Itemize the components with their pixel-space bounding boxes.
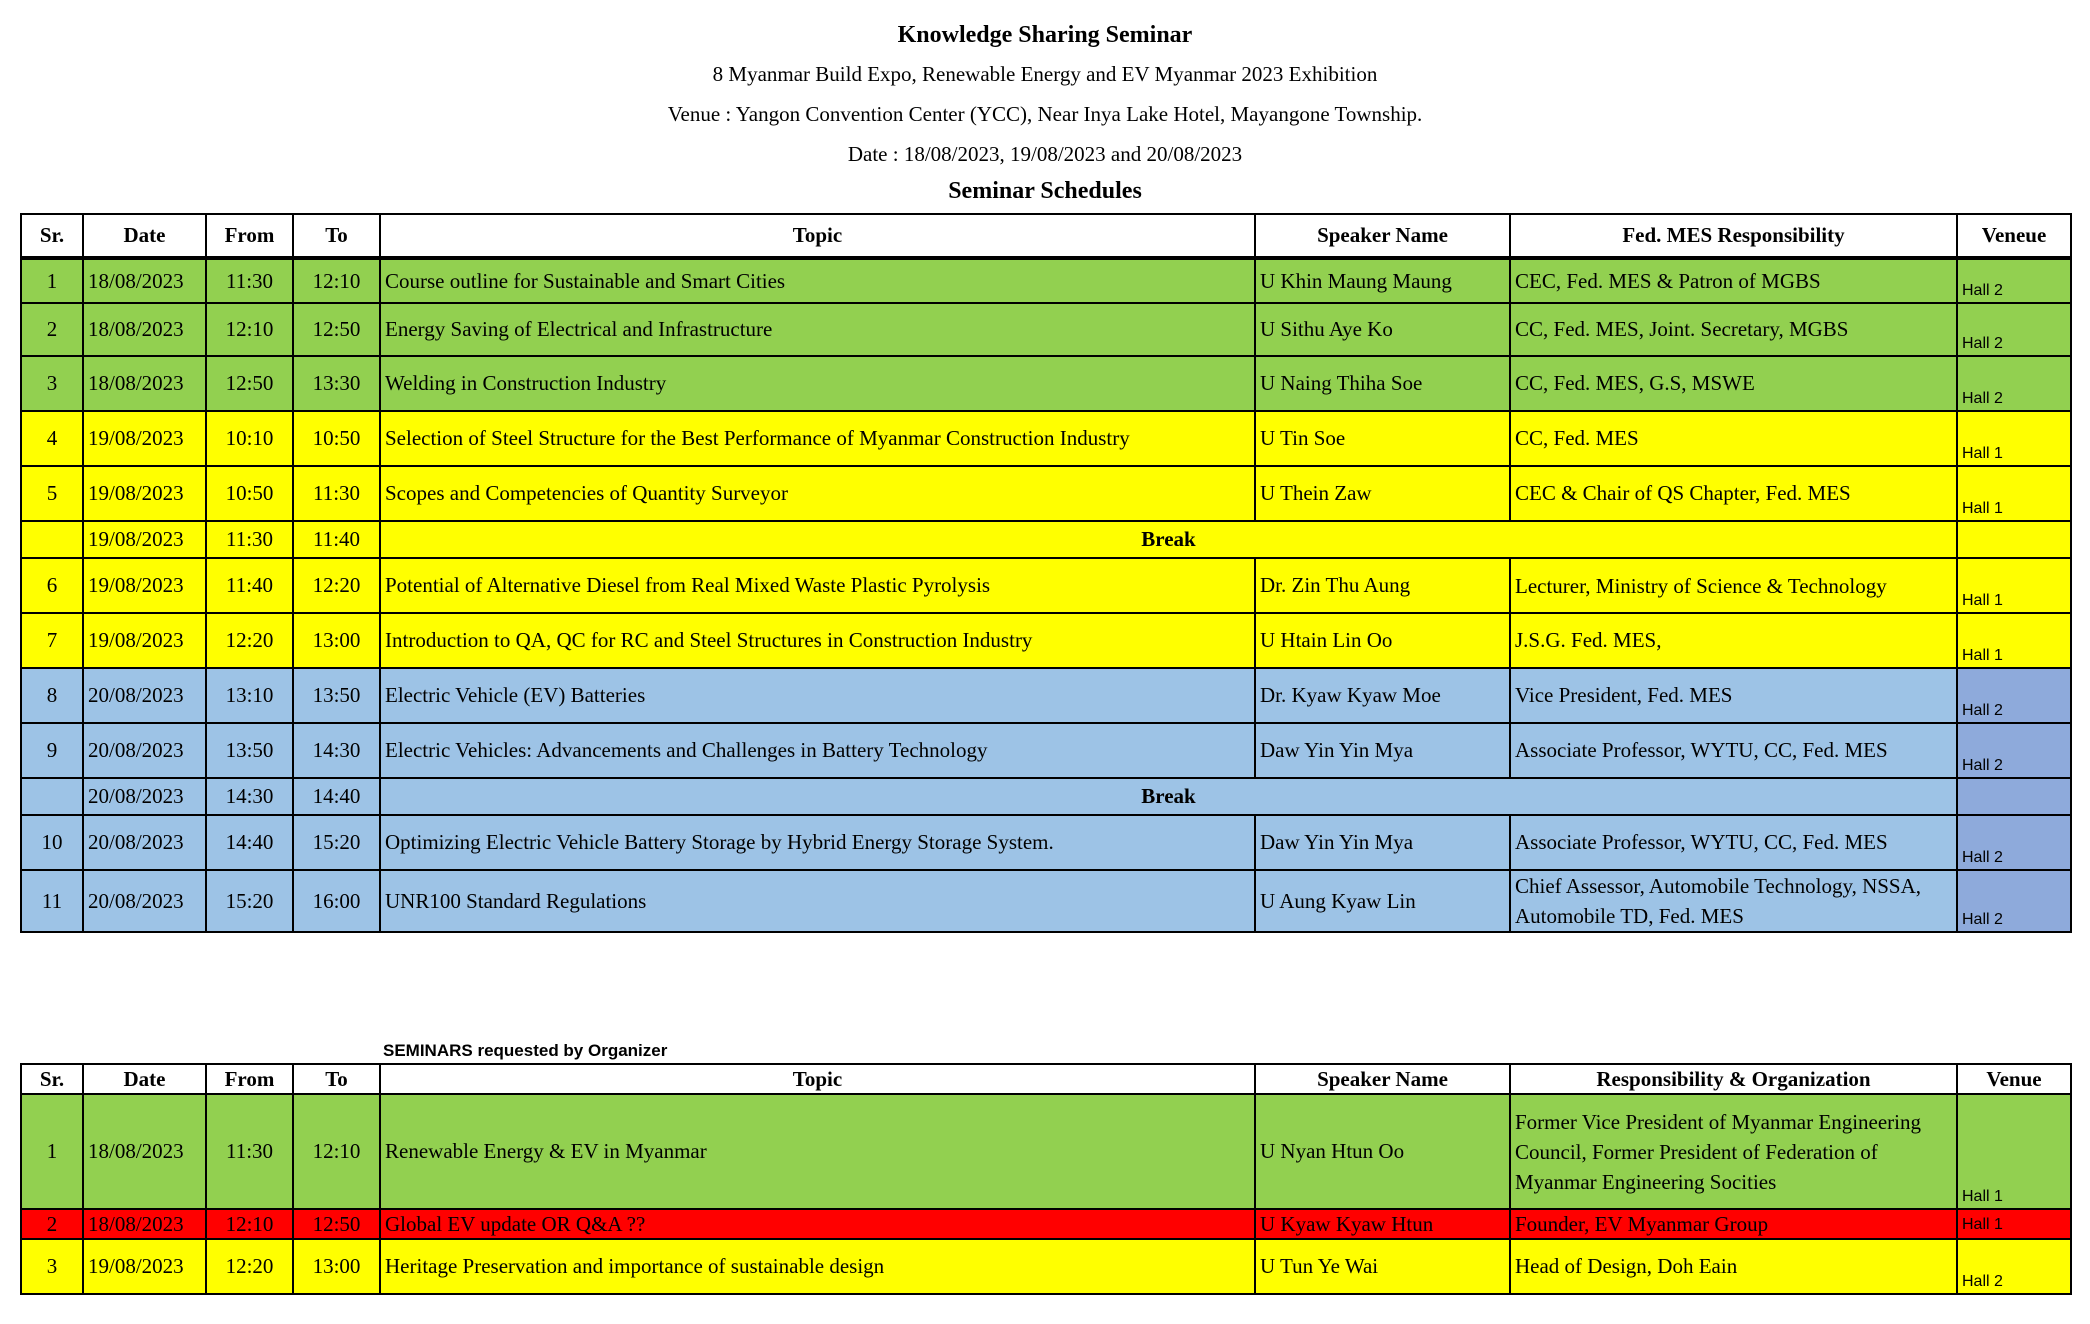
venue-cell: Hall 2	[1957, 870, 2071, 932]
col-header-topic: Topic	[380, 1064, 1255, 1094]
table-row	[21, 258, 2071, 303]
schedule-heading: Seminar Schedules	[948, 178, 1142, 204]
venue-cell: Hall 1	[1957, 1209, 2071, 1239]
document-title: Knowledge Sharing Seminar	[897, 22, 1193, 48]
to-cell: 12:20	[293, 558, 380, 613]
sr-cell: 5	[21, 466, 83, 521]
responsibility-cell: Former Vice President of Myanmar Engineering Council, Former President of Federation of Myanmar Engineering Socities	[1510, 1094, 1957, 1209]
date-line: Date : 18/08/2023, 19/08/2023 and 20/08/2023	[847, 142, 1243, 166]
from-cell: 12:50	[206, 356, 293, 411]
to-cell: 11:30	[293, 466, 380, 521]
speaker-cell: Dr. Kyaw Kyaw Moe	[1255, 668, 1510, 723]
topic-cell: Selection of Steel Structure for the Best Performance of Myanmar Construction Industry	[380, 411, 1255, 466]
topic-cell: Welding in Construction Industry	[380, 356, 1255, 411]
seminar-schedule-table	[20, 213, 2072, 933]
from-cell: 11:30	[206, 521, 293, 558]
responsibility-cell: CC, Fed. MES, Joint. Secretary, MGBS	[1510, 303, 1957, 356]
speaker-cell: U Aung Kyaw Lin	[1255, 870, 1510, 932]
from-cell: 12:10	[206, 303, 293, 356]
venue-cell: Hall 2	[1957, 303, 2071, 356]
topic-cell: Electric Vehicle (EV) Batteries	[380, 668, 1255, 723]
to-cell: 13:30	[293, 356, 380, 411]
from-cell: 14:30	[206, 778, 293, 815]
date-cell: 20/08/2023	[83, 668, 206, 723]
topic-cell: Introduction to QA, QC for RC and Steel Structures in Construction Industry	[380, 613, 1255, 668]
from-cell: 11:40	[206, 558, 293, 613]
date-cell: 19/08/2023	[83, 613, 206, 668]
topic-cell: Energy Saving of Electrical and Infrastructure	[380, 303, 1255, 356]
table-header-row	[21, 214, 2071, 258]
from-cell: 12:10	[206, 1209, 293, 1239]
speaker-cell: U Sithu Aye Ko	[1255, 303, 1510, 356]
topic-cell: Electric Vehicles: Advancements and Challenges in Battery Technology	[380, 723, 1255, 778]
venue-cell: Hall 1	[1957, 1094, 2071, 1209]
table-row	[21, 411, 2071, 466]
col-header-venue: Veneue	[1957, 214, 2071, 258]
from-cell: 10:50	[206, 466, 293, 521]
to-cell: 13:00	[293, 613, 380, 668]
to-cell: 10:50	[293, 411, 380, 466]
table-row	[21, 1239, 2071, 1294]
responsibility-cell: J.S.G. Fed. MES,	[1510, 613, 1957, 668]
responsibility-cell: Associate Professor, WYTU, CC, Fed. MES	[1510, 723, 1957, 778]
date-cell: 20/08/2023	[83, 723, 206, 778]
sr-cell: 3	[21, 356, 83, 411]
date-cell: 18/08/2023	[83, 356, 206, 411]
speaker-cell: Daw Yin Yin Mya	[1255, 723, 1510, 778]
speaker-cell: Daw Yin Yin Mya	[1255, 815, 1510, 870]
date-cell: 18/08/2023	[83, 258, 206, 303]
col-header-venue: Venue	[1957, 1064, 2071, 1094]
venue-cell: Hall 2	[1957, 668, 2071, 723]
sr-cell: 2	[21, 303, 83, 356]
col-header-sr: Sr.	[21, 1064, 83, 1094]
responsibility-cell: CC, Fed. MES, G.S, MSWE	[1510, 356, 1957, 411]
to-cell: 11:40	[293, 521, 380, 558]
venue-cell: Hall 2	[1957, 258, 2071, 303]
sr-cell: 1	[21, 258, 83, 303]
table-row	[21, 558, 2071, 613]
to-cell: 12:10	[293, 258, 380, 303]
venue-line: Venue : Yangon Convention Center (YCC), Near Inya Lake Hotel, Mayangone Township.	[667, 102, 1423, 126]
col-header-from: From	[206, 1064, 293, 1094]
venue-cell: Hall 2	[1957, 1239, 2071, 1294]
responsibility-cell: Chief Assessor, Automobile Technology, NSSA, Automobile TD, Fed. MES	[1510, 870, 1957, 932]
date-cell: 18/08/2023	[83, 1094, 206, 1209]
table-row	[21, 356, 2071, 411]
to-cell: 13:50	[293, 668, 380, 723]
sr-cell: 2	[21, 1209, 83, 1239]
col-header-responsibility: Responsibility & Organization	[1510, 1064, 1957, 1094]
from-cell: 11:30	[206, 1094, 293, 1209]
date-cell: 19/08/2023	[83, 466, 206, 521]
responsibility-cell: Founder, EV Myanmar Group	[1510, 1209, 1957, 1239]
to-cell: 12:50	[293, 303, 380, 356]
speaker-cell: U Khin Maung Maung	[1255, 258, 1510, 303]
to-cell: 14:40	[293, 778, 380, 815]
from-cell: 11:30	[206, 258, 293, 303]
table-row	[21, 1094, 2071, 1209]
topic-cell: UNR100 Standard Regulations	[380, 870, 1255, 932]
break-row	[21, 778, 2071, 815]
topic-cell: Renewable Energy & EV in Myanmar	[380, 1094, 1255, 1209]
topic-cell: Heritage Preservation and importance of sustainable design	[380, 1239, 1255, 1294]
venue-cell: Hall 2	[1957, 723, 2071, 778]
date-cell: 19/08/2023	[83, 1239, 206, 1294]
date-cell: 19/08/2023	[83, 558, 206, 613]
responsibility-cell: Head of Design, Doh Eain	[1510, 1239, 1957, 1294]
event-subtitle: 8 Myanmar Build Expo, Renewable Energy and EV Myanmar 2023 Exhibition	[712, 62, 1378, 86]
responsibility-cell: CEC & Chair of QS Chapter, Fed. MES	[1510, 466, 1957, 521]
date-cell: 20/08/2023	[83, 778, 206, 815]
date-cell: 19/08/2023	[83, 411, 206, 466]
date-cell: 20/08/2023	[83, 815, 206, 870]
table-row	[21, 668, 2071, 723]
from-cell: 12:20	[206, 613, 293, 668]
speaker-cell: U Tun Ye Wai	[1255, 1239, 1510, 1294]
break-label: Break	[380, 521, 1957, 558]
topic-cell: Course outline for Sustainable and Smart Cities	[380, 258, 1255, 303]
date-cell: 18/08/2023	[83, 1209, 206, 1239]
table-row	[21, 466, 2071, 521]
to-cell: 12:10	[293, 1094, 380, 1209]
from-cell: 15:20	[206, 870, 293, 932]
to-cell: 16:00	[293, 870, 380, 932]
speaker-cell: U Kyaw Kyaw Htun	[1255, 1209, 1510, 1239]
topic-cell: Potential of Alternative Diesel from Real Mixed Waste Plastic Pyrolysis	[380, 558, 1255, 613]
speaker-cell: U Tin Soe	[1255, 411, 1510, 466]
table-row	[21, 613, 2071, 668]
col-header-date: Date	[83, 1064, 206, 1094]
from-cell: 14:40	[206, 815, 293, 870]
speaker-cell: U Htain Lin Oo	[1255, 613, 1510, 668]
venue-cell: Hall 2	[1957, 815, 2071, 870]
sr-cell: 8	[21, 668, 83, 723]
topic-cell: Scopes and Competencies of Quantity Surveyor	[380, 466, 1255, 521]
col-header-from: From	[206, 214, 293, 258]
venue-cell: Hall 1	[1957, 558, 2071, 613]
speaker-cell: U Naing Thiha Soe	[1255, 356, 1510, 411]
break-label: Break	[380, 778, 1957, 815]
speaker-cell: U Nyan Htun Oo	[1255, 1094, 1510, 1209]
table-header-row	[21, 1064, 2071, 1094]
sr-cell: 11	[21, 870, 83, 932]
venue-cell: Hall 1	[1957, 411, 2071, 466]
table-row	[21, 723, 2071, 778]
speaker-cell: U Thein Zaw	[1255, 466, 1510, 521]
col-header-responsibility: Fed. MES Responsibility	[1510, 214, 1957, 258]
responsibility-cell: CEC, Fed. MES & Patron of MGBS	[1510, 258, 1957, 303]
responsibility-cell: Associate Professor, WYTU, CC, Fed. MES	[1510, 815, 1957, 870]
date-cell: 18/08/2023	[83, 303, 206, 356]
topic-cell: Global EV update OR Q&A ??	[380, 1209, 1255, 1239]
responsibility-cell: Vice President, Fed. MES	[1510, 668, 1957, 723]
table-row	[21, 870, 2071, 932]
venue-cell: Hall 1	[1957, 613, 2071, 668]
col-header-to: To	[293, 214, 380, 258]
to-cell: 13:00	[293, 1239, 380, 1294]
col-header-speaker: Speaker Name	[1255, 1064, 1510, 1094]
table-row	[21, 303, 2071, 356]
sr-cell: 3	[21, 1239, 83, 1294]
sr-cell	[21, 778, 83, 815]
table-row	[21, 815, 2071, 870]
to-cell: 12:50	[293, 1209, 380, 1239]
sr-cell: 1	[21, 1094, 83, 1209]
from-cell: 13:10	[206, 668, 293, 723]
col-header-sr: Sr.	[21, 214, 83, 258]
venue-cell	[1957, 521, 2071, 558]
topic-cell: Optimizing Electric Vehicle Battery Storage by Hybrid Energy Storage System.	[380, 815, 1255, 870]
date-cell: 20/08/2023	[83, 870, 206, 932]
col-header-topic: Topic	[380, 214, 1255, 258]
speaker-cell: Dr. Zin Thu Aung	[1255, 558, 1510, 613]
to-cell: 14:30	[293, 723, 380, 778]
sr-cell: 7	[21, 613, 83, 668]
sr-cell: 9	[21, 723, 83, 778]
date-cell: 19/08/2023	[83, 521, 206, 558]
responsibility-cell: CC, Fed. MES	[1510, 411, 1957, 466]
sr-cell: 6	[21, 558, 83, 613]
venue-cell: Hall 1	[1957, 466, 2071, 521]
responsibility-cell: Lecturer, Ministry of Science & Technology	[1510, 558, 1957, 613]
from-cell: 10:10	[206, 411, 293, 466]
organizer-seminars-table	[20, 1063, 2072, 1295]
from-cell: 12:20	[206, 1239, 293, 1294]
col-header-speaker: Speaker Name	[1255, 214, 1510, 258]
sr-cell: 4	[21, 411, 83, 466]
venue-cell	[1957, 778, 2071, 815]
from-cell: 13:50	[206, 723, 293, 778]
table-row	[21, 1209, 2071, 1239]
col-header-date: Date	[83, 214, 206, 258]
to-cell: 15:20	[293, 815, 380, 870]
break-row	[21, 521, 2071, 558]
venue-cell: Hall 2	[1957, 356, 2071, 411]
organizer-section-label: SEMINARS requested by Organizer	[383, 1041, 668, 1060]
col-header-to: To	[293, 1064, 380, 1094]
sr-cell	[21, 521, 83, 558]
sr-cell: 10	[21, 815, 83, 870]
